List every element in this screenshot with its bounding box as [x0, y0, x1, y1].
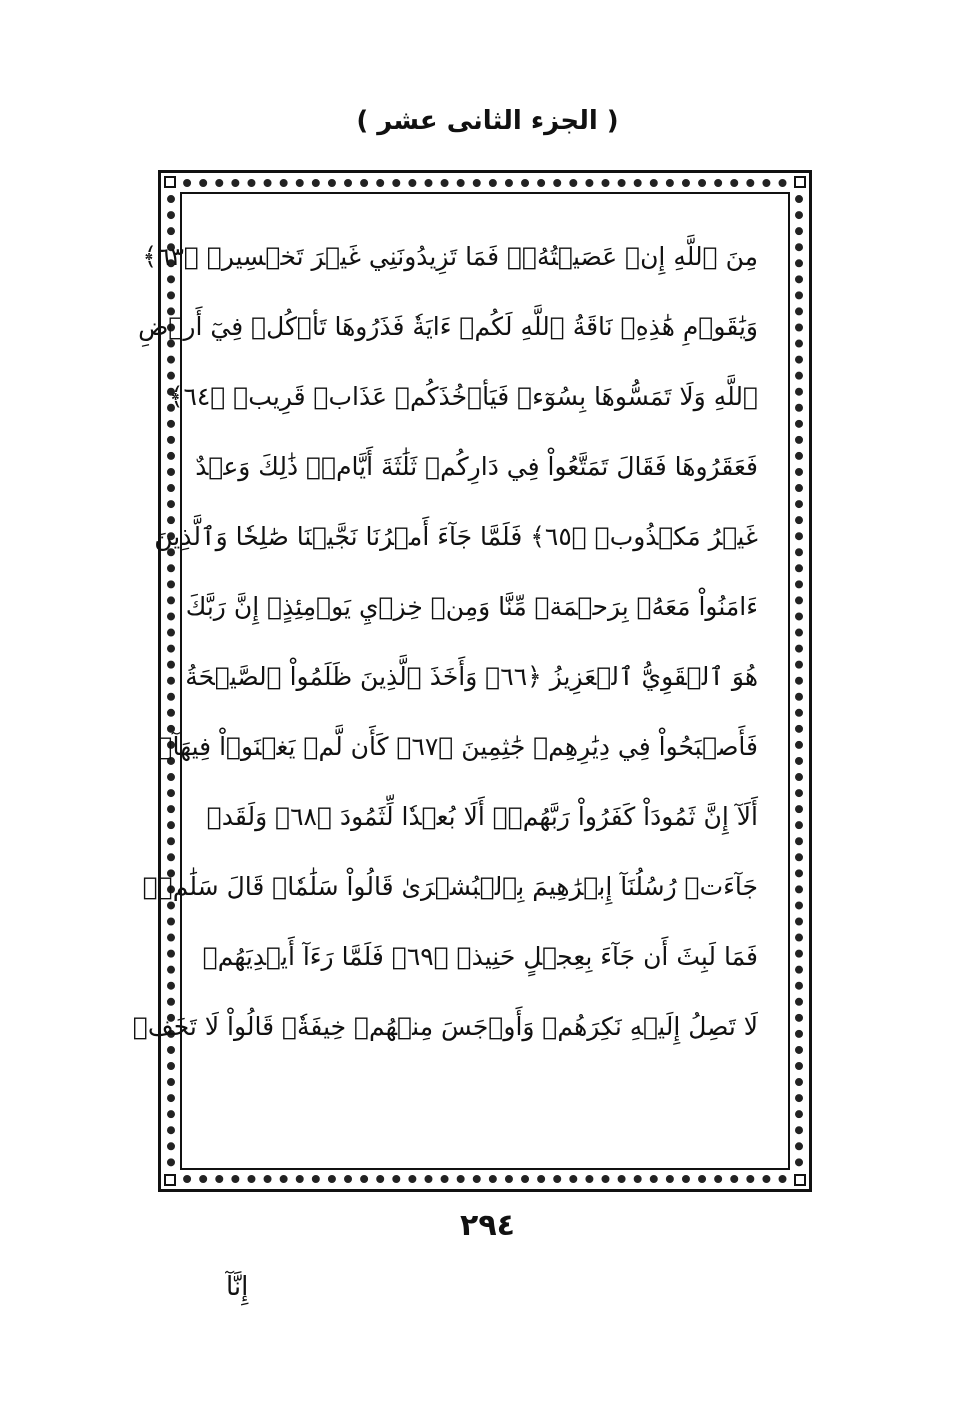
verse-line-1: مِنَ ٱللَّهِ إِنۡ عَصَيۡتُهُۥۖ فَمَا تَزِيدُونَنِي غَيۡرَ تَخۡسِيرٖ ﴿٦٣﴾: [142, 242, 758, 271]
juz-header: ( الجزء الثانى عشر ): [356, 106, 619, 136]
corner-ornament-icon: [164, 1174, 176, 1186]
verse-line-6: ءَامَنُواْ مَعَهُۥ بِرَحۡمَةٖ مِّنَّا وَمِنۡ خِزۡيِ يَوۡمِئِذٍۚ إِنَّ رَبَّكَ: [185, 592, 758, 621]
verse-line-7: هُوَ ٱلۡقَوِيُّ ٱلۡعَزِيزُ ﴿٦٦﴾ وَأَخَذَ ٱلَّذِينَ ظَلَمُواْ ٱلصَّيۡحَةُ: [185, 662, 758, 691]
verse-line-12: لَا تَصِلُ إِلَيۡهِ نَكِرَهُمۡ وَأَوۡجَسَ مِنۡهُمۡ خِيفَةٗۚ قَالُواْ لَا تَخَفۡ: [132, 1012, 758, 1041]
verse-line-10: جَآءَتۡ رُسُلُنَآ إِبۡرَٰهِيمَ بِٱلۡبُشۡرَىٰ قَالُواْ سَلَٰمٗاۖ قَالَ سَلَٰمٞۖ: [142, 872, 758, 901]
verse-line-5: غَيۡرُ مَكۡذُوبٖ ﴿٦٥﴾ فَلَمَّا جَآءَ أَمۡرُنَا نَجَّيۡنَا صَٰلِحٗا وَٱلَّذِينَ: [154, 522, 758, 551]
verse-line-9: أَلَآ إِنَّ ثَمُودَاْ كَفَرُواْ رَبَّهُمۡۗ أَلَا بُعۡدٗا لِّثَمُودَ ﴿٦٨﴾ وَلَقَدۡ: [206, 802, 758, 831]
verse-text-block: [132, 222, 758, 1062]
verse-line-4: فَعَقَرُوهَا فَقَالَ تَمَتَّعُواْ فِي دَارِكُمۡ ثَلَٰثَةَ أَيَّامٖۖ ذَٰلِكَ وَعۡدٌ: [195, 452, 758, 481]
verse-line-8: فَأَصۡبَحُواْ فِي دِيَٰرِهِمۡ جَٰثِمِينَ ﴿٦٧﴾ كَأَن لَّمۡ يَغۡنَوۡاْ فِيهَآۗ: [157, 732, 758, 761]
corner-ornament-icon: [794, 176, 806, 188]
corner-ornament-icon: [794, 1174, 806, 1186]
verse-line-2: وَيَٰقَوۡمِ هَٰذِهِۦ نَاقَةُ ٱللَّهِ لَكُمۡ ءَايَةٗ فَذَرُوهَا تَأۡكُلۡ فِيٓ أَرۡضِ: [138, 312, 758, 341]
verse-line-3: ٱللَّهِ وَلَا تَمَسُّوهَا بِسُوٓءٖ فَيَأۡخُذَكُمۡ عَذَابٞ قَرِيبٞ ﴿٦٤﴾: [168, 382, 758, 411]
corner-ornament-icon: [164, 176, 176, 188]
page-number: ٢٩٤: [460, 1208, 515, 1243]
catchword: إِنَّآ: [226, 1272, 249, 1302]
verse-line-11: فَمَا لَبِثَ أَن جَآءَ بِعِجۡلٍ حَنِيذٖ ﴿٦٩﴾ فَلَمَّا رَءَآ أَيۡدِيَهُمۡ: [202, 942, 758, 971]
